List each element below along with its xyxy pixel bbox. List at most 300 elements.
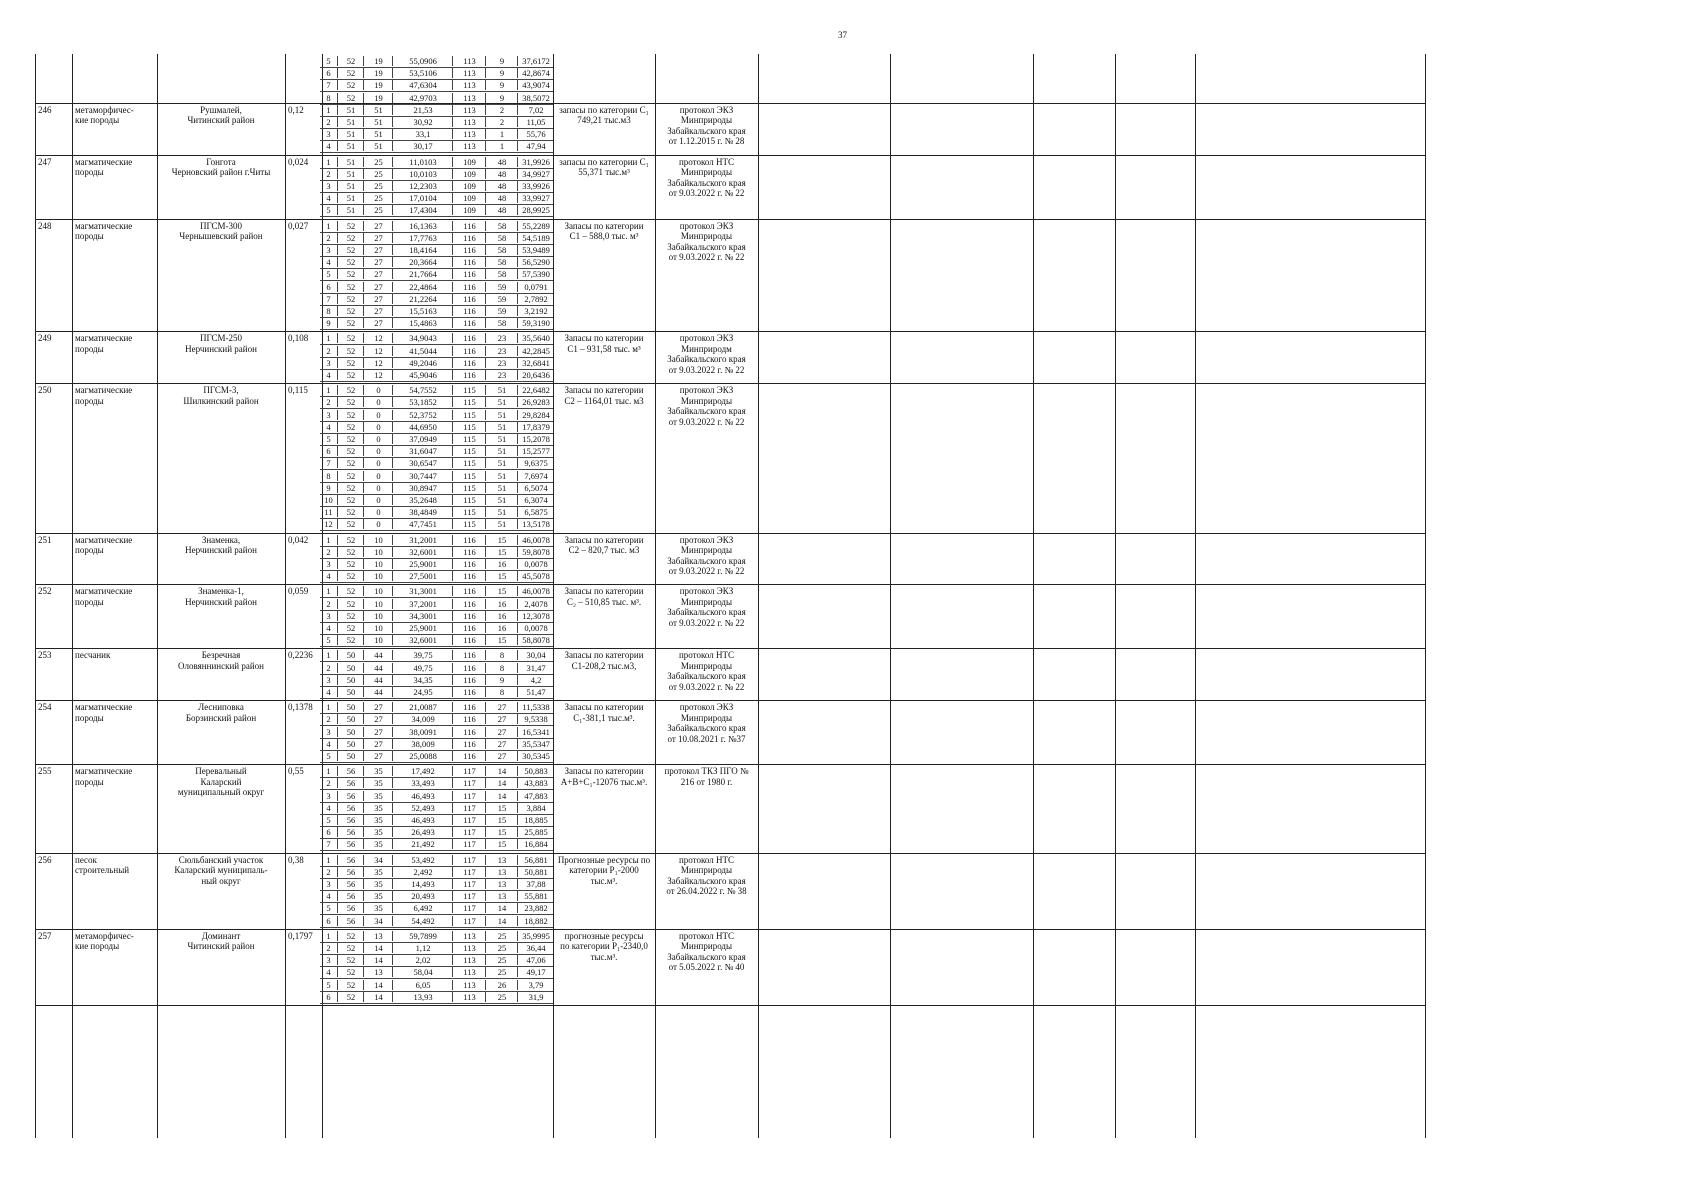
row-number: 247 [38,156,52,167]
coord-value: 115 [452,410,486,420]
area-value: 0,12 [288,104,304,115]
rock-type: метаморфичес- кие породы [75,104,134,126]
coord-row [320,470,553,483]
coord-row [320,979,553,992]
coord-value: 0 [363,507,393,517]
coord-value: 48 [485,157,518,167]
coord-value: 41,5044 [392,346,453,356]
coord-value: 116 [452,663,486,673]
coord-value: 115 [452,458,486,468]
coord-value: 113 [452,68,486,78]
coord-value: 14,493 [392,879,453,889]
column-line [1195,54,1196,1138]
coord-row [320,838,553,851]
coord-value: 54,7552 [392,385,453,395]
row-number: 250 [38,385,52,396]
coord-value: 18,885 [517,815,554,825]
coord-value: 4 [326,967,331,978]
coord-row [320,610,553,623]
coord-value: 9 [485,56,518,66]
coord-value: 14 [485,766,518,776]
coord-row [320,281,553,294]
coord-value: 2,02 [392,955,453,965]
coord-value: 6,5875 [517,507,554,517]
coord-value: 1 [485,141,518,151]
coord-value: 21,2264 [392,294,453,304]
protocol-text: протокол ЭКЗ Минприродм Забайкальского края от 9.03.2022 г. № 22 [667,333,746,375]
coord-value: 52 [337,547,364,557]
coord-row [320,726,553,739]
coord-value: 1 [326,766,331,777]
coord-value: 59,8078 [517,547,554,557]
coord-value: 26 [485,980,518,990]
coord-value: 44,6950 [392,422,453,432]
coord-value: 15,2078 [517,434,554,444]
row-separator [35,219,1425,220]
coord-value: 20,6436 [517,370,554,380]
coord-value: 48 [485,169,518,179]
coord-value: 27 [363,245,393,255]
coord-value: 17,7763 [392,233,453,243]
coord-value: 13 [485,879,518,889]
coord-value: 35 [363,891,393,901]
coord-value: 116 [452,559,486,569]
column-line [72,54,73,1138]
coord-value: 50 [337,727,364,737]
coord-value: 52 [337,68,364,78]
coord-value: 117 [452,891,486,901]
area-value: 0,042 [288,534,309,545]
coord-value: 52 [337,559,364,569]
coord-value: 52,3752 [392,410,453,420]
protocol-text: протокол ЭКЗ Минприроды Забайкальского края от 9.03.2022 г. № 22 [667,220,746,263]
coord-value: 117 [452,839,486,849]
column-line [655,54,656,1138]
coord-value: 11,5338 [517,702,554,712]
coord-row [320,433,553,446]
coord-row [320,293,553,306]
coord-value: 16,1363 [392,221,453,231]
coord-value: 52 [337,471,364,481]
coord-value: 50 [337,675,364,685]
coord-value: 52 [337,422,364,432]
coord-row [320,192,553,205]
coord-value: 14 [363,943,393,953]
coord-value: 39,75 [392,650,453,660]
area-value: 0,024 [288,156,309,167]
rock-type: магматические породы [75,586,133,607]
coord-value: 113 [452,80,486,90]
coord-value: 115 [452,483,486,493]
coord-value: 8 [326,92,331,103]
coord-value: 19 [363,93,393,103]
protocol-text: протокол НТС Минприроды Забайкальского края от 9.03.2022 г. № 22 [667,650,746,692]
coord-row [320,878,553,891]
coord-value: 44 [363,650,393,660]
coord-value: 9 [485,68,518,78]
coord-value: 56 [337,815,364,825]
coord-value: 35,9995 [517,931,554,941]
coord-value: 2 [326,778,331,789]
coord-value: 27 [363,714,393,724]
coord-value: 15,4863 [392,318,453,328]
coord-value: 109 [452,157,486,167]
coord-value: 52 [337,333,364,343]
deposit-name: ПГСМ-3, Шилкинский район [183,385,259,406]
coord-value: 116 [452,599,486,609]
coord-value: 53,1852 [392,397,453,407]
coord-value: 59 [485,282,518,292]
coord-row [320,674,553,687]
rock-type: песчаник [75,650,111,661]
coord-value: 38,4849 [392,507,453,517]
coord-value: 113 [452,955,486,965]
coord-value: 14 [363,992,393,1002]
coord-value: 3 [326,129,331,140]
coord-value: 4 [326,193,331,204]
coord-value: 115 [452,471,486,481]
coord-value: 4 [326,623,331,633]
coord-value: 15 [485,815,518,825]
coord-value: 3 [326,955,331,966]
coord-value: 58 [485,245,518,255]
coord-value: 44 [363,687,393,697]
coord-value: 31,3001 [392,586,453,596]
coord-value: 54,492 [392,916,453,926]
coord-value: 25 [363,181,393,191]
coord-value: 116 [452,282,486,292]
coord-value: 51 [485,495,518,505]
protocol-text: протокол НТС Минприроды Забайкальского края от 9.03.2022 г. № 22 [667,156,746,199]
coord-value: 56 [337,855,364,865]
coord-row [320,866,553,879]
coord-value: 56 [337,891,364,901]
coord-value: 48 [485,181,518,191]
coord-value: 8 [485,650,518,660]
coord-value: 27 [363,282,393,292]
coord-value: 3,79 [517,980,554,990]
rock-type: метаморфичес- кие породы [75,930,134,952]
coord-value: 37,88 [517,879,554,889]
coord-value: 3 [326,790,331,801]
coord-value: 6 [326,446,331,457]
coord-value: 1 [326,220,331,231]
coord-value: 42,2845 [517,346,554,356]
coord-value: 38,009 [392,739,453,749]
coord-value: 113 [452,56,486,66]
coord-value: 2 [485,105,518,115]
coord-row [320,662,553,675]
coord-value: 27 [363,702,393,712]
column-line [285,54,286,1138]
coord-value: 47,06 [517,955,554,965]
coord-value: 19 [363,56,393,66]
protocol-text: протокол НТС Минприроды Забайкальского края от 5.05.2022 г. № 40 [667,930,746,973]
coord-value: 30,17 [392,141,453,151]
coord-value: 115 [452,507,486,517]
coord-value: 43,9074 [517,80,554,90]
coord-value: 32,6001 [392,635,453,645]
coord-value: 23 [485,333,518,343]
coord-value: 25 [485,967,518,977]
coord-value: 2 [326,866,331,877]
coord-value: 117 [452,855,486,865]
coord-value: 51 [337,141,364,151]
coord-value: 52 [337,611,364,621]
coord-value: 15 [485,535,518,545]
coord-value: 46,493 [392,791,453,801]
reserves-text: Запасы по категории С1 – 931,58 тыс. м³ [564,333,644,354]
coord-value: 14 [485,916,518,926]
coord-value: 25,885 [517,827,554,837]
coord-value: 2 [326,662,331,673]
coord-value: 8 [326,306,331,316]
coord-value: 3 [326,245,331,255]
coord-value: 27 [485,751,518,761]
coord-value: 0 [363,495,393,505]
coord-value: 14 [485,903,518,913]
coord-value: 2 [326,117,331,127]
coord-value: 52,493 [392,803,453,813]
coord-value: 52 [337,282,364,292]
coord-value: 116 [452,650,486,660]
coord-value: 116 [452,294,486,304]
coord-value: 116 [452,346,486,356]
coord-value: 113 [452,943,486,953]
coord-value: 1 [326,854,331,865]
coord-value: 51 [485,434,518,444]
coord-value: 2 [326,546,331,557]
column-line [157,54,158,1138]
coord-value: 115 [452,422,486,432]
minerals-table [35,54,1425,1138]
coord-value: 11 [324,507,333,518]
coord-row [320,622,553,635]
coord-value: 25 [363,169,393,179]
protocol-text: протокол ТКЗ ПГО № 216 от 1980 г. [664,766,749,787]
coord-value: 52 [337,397,364,407]
coord-row [320,765,553,778]
coord-value: 9 [485,93,518,103]
protocol-text: протокол ЭКЗ Минприроды Забайкальского края от 1.12.2015 г. № 28 [667,104,746,147]
coord-row [320,482,553,495]
coord-value: 116 [452,635,486,645]
coord-value: 51,47 [517,687,554,697]
page-number: 37 [838,30,847,40]
coord-row [320,854,553,867]
coord-value: 15 [485,635,518,645]
coord-value: 9 [485,80,518,90]
coord-value: 30,6547 [392,458,453,468]
coord-value: 113 [452,93,486,103]
row-separator [35,155,1425,156]
coord-value: 52 [337,294,364,304]
area-value: 0,38 [288,854,304,865]
row-separator [35,331,1425,332]
coord-value: 115 [452,495,486,505]
coord-value: 117 [452,903,486,913]
coord-value: 25 [485,992,518,1002]
coord-value: 2,4078 [517,599,554,609]
coord-value: 113 [452,992,486,1002]
coord-value: 4 [326,370,331,380]
rock-type: магматические породы [75,220,133,242]
coord-value: 31,9926 [517,157,554,167]
coord-value: 35 [363,903,393,913]
coord-value: 58,8078 [517,635,554,645]
coord-value: 113 [452,967,486,977]
coord-value: 117 [452,867,486,877]
coord-value: 116 [452,586,486,596]
coord-value: 27 [485,739,518,749]
coord-value: 52 [337,535,364,545]
coord-value: 12,2303 [392,181,453,191]
coord-value: 31,2001 [392,535,453,545]
coord-value: 15 [485,586,518,596]
coord-value: 56 [337,879,364,889]
coord-value: 6,492 [392,903,453,913]
coord-row [320,457,553,470]
coord-value: 52 [337,943,364,953]
coord-row [320,232,553,245]
coord-value: 116 [452,727,486,737]
rock-type: магматические породы [75,766,133,787]
coord-value: 0 [363,385,393,395]
column-line [35,54,36,1138]
coord-value: 25 [363,193,393,203]
deposit-name: ПГСМ-300 Чернышевский район [179,220,263,242]
coord-value: 30,04 [517,650,554,660]
coord-value: 117 [452,766,486,776]
coord-value: 1 [326,650,331,661]
column-line [1115,54,1116,1138]
coord-value: 25 [485,931,518,941]
coord-value: 24,95 [392,687,453,697]
coord-value: 5 [326,56,331,66]
coord-value: 115 [452,385,486,395]
coord-value: 27 [363,727,393,737]
coord-value: 20,3664 [392,257,453,267]
protocol-text: протокол ЭКЗ Минприроды Забайкальского края от 9.03.2022 г. № 22 [667,586,746,628]
coord-value: 113 [452,931,486,941]
coord-row [320,128,553,141]
coord-value: 15 [485,803,518,813]
coord-value: 13 [485,867,518,877]
coord-value: 26,493 [392,827,453,837]
coord-value: 25,0088 [392,751,453,761]
row-number: 256 [38,854,52,865]
coord-value: 6,05 [392,980,453,990]
coord-value: 14 [363,980,393,990]
coord-value: 0 [363,422,393,432]
coord-value: 32,6841 [517,358,554,368]
coord-value: 57,5390 [517,269,554,279]
coord-value: 10 [363,559,393,569]
coord-value: 35 [363,803,393,813]
coord-value: 31,9 [517,992,554,1002]
coord-value: 52 [337,495,364,505]
coord-value: 5 [326,751,331,761]
coord-value: 21,0087 [392,702,453,712]
coord-value: 37,2001 [392,599,453,609]
coord-value: 116 [452,714,486,724]
coord-value: 13 [485,891,518,901]
coord-value: 44 [363,675,393,685]
coord-value: 3 [326,879,331,889]
coord-value: 22,4864 [392,282,453,292]
coord-value: 34,35 [392,675,453,685]
coord-value: 27 [363,318,393,328]
coord-value: 58 [485,257,518,267]
rock-type: песок строительный [75,854,130,876]
coord-value: 10 [363,635,393,645]
coord-row [320,701,553,714]
coord-value: 56 [337,903,364,913]
coord-value: 2,7892 [517,294,554,304]
row-number: 252 [38,586,52,597]
coord-value: 35 [363,766,393,776]
coord-value: 9 [326,482,331,493]
coord-row [320,180,553,193]
deposit-name: Знаменка-1, Нерчинский район [185,586,257,607]
coord-value: 44 [363,663,393,673]
coord-row [320,713,553,726]
coord-value: 2 [326,714,331,725]
coord-value: 27 [485,714,518,724]
coord-row [320,55,553,68]
coord-value: 55,881 [517,891,554,901]
coord-value: 9,5338 [517,714,554,724]
coord-row [320,345,553,358]
coord-value: 10 [363,535,393,545]
coord-value: 0 [363,434,393,444]
coord-value: 1 [326,534,331,545]
coord-value: 27 [363,306,393,316]
coord-value: 25 [485,943,518,953]
coord-value: 51 [485,507,518,517]
coord-value: 52 [337,992,364,1002]
coord-value: 15,2577 [517,446,554,456]
coord-row [320,305,553,318]
coord-value: 50 [337,687,364,697]
coord-value: 30,92 [392,117,453,127]
coord-value: 113 [452,105,486,115]
coord-value: 35 [363,879,393,889]
coord-value: 12 [363,370,393,380]
coord-value: 25 [363,157,393,167]
coord-value: 52 [337,931,364,941]
coord-value: 50 [337,702,364,712]
coord-value: 45,9046 [392,370,453,380]
coord-value: 48 [485,193,518,203]
coord-value: 50,881 [517,867,554,877]
coord-value: 29,8284 [517,410,554,420]
coord-value: 10 [363,571,393,581]
area-value: 0,108 [288,333,309,344]
coord-value: 37,0949 [392,434,453,444]
coord-value: 2 [485,117,518,127]
coord-value: 56 [337,791,364,801]
coord-value: 21,492 [392,839,453,849]
coord-value: 51 [363,129,393,139]
coord-value: 113 [452,141,486,151]
coord-value: 55,0906 [392,56,453,66]
coord-row [320,104,553,117]
coord-value: 9 [485,675,518,685]
coord-value: 34,009 [392,714,453,724]
coord-value: 17,8379 [517,422,554,432]
coord-value: 116 [452,739,486,749]
